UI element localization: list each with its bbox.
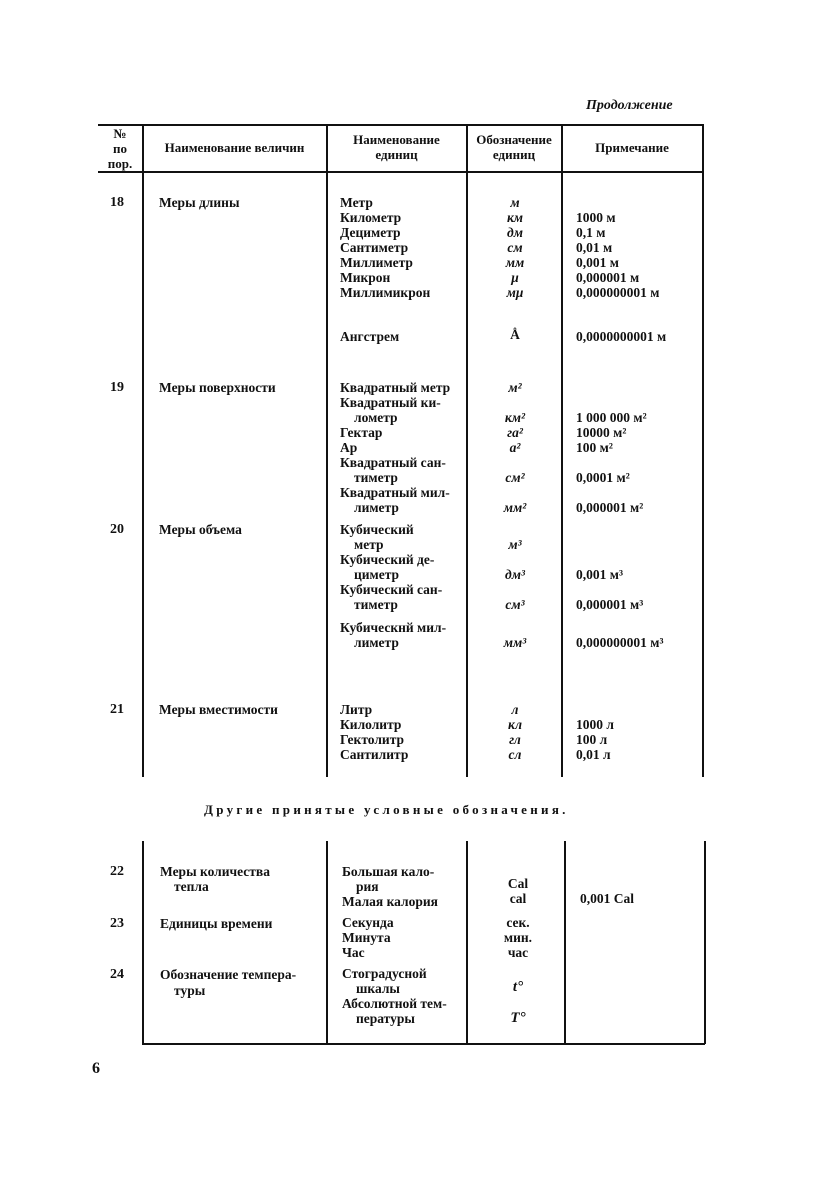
symbol: см²	[505, 470, 525, 485]
symbol: сл	[508, 747, 522, 762]
symbol-empty	[467, 485, 563, 500]
note-empty	[576, 537, 643, 552]
unit: Квадратный метр	[340, 380, 451, 395]
quantity-line: туры	[174, 983, 206, 998]
row-18-symbols	[467, 195, 563, 300]
unit: тиметр	[354, 470, 398, 485]
unit: Минута	[342, 930, 391, 945]
row-22-note: 0,001 Cal	[580, 891, 634, 906]
unit: Квадратный сан-	[340, 455, 446, 470]
note-angstrem: 0,0000000001 м	[576, 329, 667, 344]
unit-decimetr: Дециметр	[340, 225, 401, 240]
header-unit-name-line-2: единиц	[375, 147, 418, 162]
symbol: мм²	[503, 500, 527, 515]
symbol: час	[507, 945, 529, 960]
unit: Кубический	[340, 522, 414, 537]
unit: Килолитр	[340, 717, 402, 732]
note: 100 м²	[576, 440, 613, 455]
col-sep-1	[142, 124, 144, 777]
row-20-symbols	[467, 522, 563, 612]
header-num-line-3: пор.	[107, 156, 133, 171]
note: 0,01 л	[576, 747, 611, 762]
unit: Литр	[340, 702, 373, 717]
row-23-symbols	[470, 915, 566, 960]
table-top-border	[98, 124, 704, 126]
header-separator	[98, 171, 704, 173]
row-23-quantity: Единицы времени	[160, 916, 273, 931]
note	[576, 195, 659, 210]
symbol: cal	[509, 891, 527, 906]
unit: метр	[354, 537, 384, 552]
symbol: Cal	[507, 876, 529, 891]
note-empty	[576, 395, 647, 410]
symbol-empty	[467, 522, 563, 537]
unit: рия	[356, 879, 379, 894]
note: 0,001 м³	[576, 567, 623, 582]
col-sep-2	[326, 124, 328, 777]
unit: тиметр	[354, 597, 398, 612]
row-20-extra-note: 0,000000001 м³	[576, 635, 664, 650]
row-21-units	[340, 702, 408, 762]
unit: Малая калория	[342, 894, 438, 909]
symbol: км²	[504, 410, 526, 425]
note-empty	[576, 582, 643, 597]
col-sep-2-lower	[326, 841, 328, 1044]
row-21-notes	[576, 702, 614, 762]
row-21-quantity: Меры вместимости	[159, 702, 278, 717]
row-18-units	[340, 195, 430, 300]
note-empty	[576, 485, 647, 500]
symbol-empty	[467, 552, 563, 567]
unit: шкалы	[356, 981, 400, 996]
note: 0,000000001 м	[576, 285, 660, 300]
header-unit-name-line-1: Наименование	[353, 132, 440, 147]
symbol-empty	[467, 455, 563, 470]
row-24-quantity	[160, 967, 296, 999]
row-21-num: 21	[110, 702, 124, 717]
note: 1000 м	[576, 210, 616, 225]
row-24-units	[342, 966, 447, 1026]
quantity-line: тепла	[174, 879, 209, 894]
row-20-extra-unit	[340, 620, 446, 650]
header-unit-symbol	[467, 132, 561, 162]
header-num-line-1: №	[113, 126, 127, 141]
unit-metr: Метр	[340, 195, 373, 210]
symbol: а²	[509, 440, 521, 455]
col-sep-1-lower	[142, 841, 144, 1044]
symbol: мин.	[503, 930, 533, 945]
row-19-notes	[576, 380, 647, 515]
unit: Кубическнй мил-	[340, 620, 447, 635]
row-19-num: 19	[110, 380, 124, 395]
note: 0,001 м	[576, 255, 619, 270]
unit: лиметр	[354, 635, 399, 650]
row-24-symbol-T: T°	[510, 1010, 526, 1026]
unit: Час	[342, 945, 365, 960]
symbol: л	[511, 702, 519, 717]
row-20-notes	[576, 522, 643, 612]
header-unit-name	[327, 132, 466, 162]
row-18-notes	[576, 195, 659, 300]
symbol: кл	[507, 717, 523, 732]
unit: лиметр	[354, 500, 399, 515]
note: 0,000001 м	[576, 270, 640, 285]
symbol: дм³	[505, 567, 525, 582]
unit-kilometr: Километр	[340, 210, 402, 225]
unit: Сантилитр	[340, 747, 409, 762]
row-18-num: 18	[110, 195, 124, 210]
unit: Кубический сан-	[340, 582, 443, 597]
symbol: мμ	[506, 285, 524, 300]
row-20-extra-symbol: мм³	[503, 635, 527, 650]
note-empty	[576, 552, 643, 567]
quantity-line: Меры количества	[160, 864, 270, 879]
note: 0,0001 м²	[576, 470, 630, 485]
row-22-symbols	[470, 876, 566, 906]
unit: Большая кало-	[342, 864, 435, 879]
unit: циметр	[354, 567, 400, 582]
unit: Квадратный мил-	[340, 485, 450, 500]
row-23-units	[342, 915, 394, 960]
note: 1 000 000 м²	[576, 410, 647, 425]
unit-millimetr: Миллиметр	[340, 255, 413, 270]
note-empty	[576, 702, 614, 717]
symbol: м³	[508, 537, 522, 552]
symbol-empty	[467, 395, 563, 410]
symbol: см	[507, 240, 523, 255]
col-sep-right	[702, 124, 704, 777]
symbol: дм	[507, 225, 523, 240]
header-num	[98, 126, 142, 171]
note-empty	[576, 455, 647, 470]
note: 0,000001 м²	[576, 500, 644, 515]
row-24-symbol-t: t°	[512, 979, 524, 995]
symbol: м²	[508, 380, 522, 395]
symbol-empty	[467, 582, 563, 597]
row-20-quantity: Меры объема	[159, 522, 242, 537]
unit-mikron: Микрон	[340, 270, 391, 285]
header-num-line-2: по	[113, 141, 127, 156]
unit: лометр	[354, 410, 398, 425]
row-22-units	[342, 864, 438, 909]
row-19-units	[340, 380, 450, 515]
unit: Гектолитр	[340, 732, 405, 747]
row-22-num: 22	[110, 864, 124, 879]
header-note: Примечание	[595, 140, 669, 155]
row-21-symbols	[467, 702, 563, 762]
row-19-symbols	[467, 380, 563, 515]
unit: Абсолютной тем-	[342, 996, 447, 1011]
table-bottom-border	[142, 1043, 705, 1045]
unit-santimetr: Сантиметр	[340, 240, 409, 255]
note: 0,01 м	[576, 240, 613, 255]
row-20-num: 20	[110, 522, 124, 537]
unit: Квадратный ки-	[340, 395, 441, 410]
note: 10000 м²	[576, 425, 627, 440]
header-unit-symbol-line-2: единиц	[492, 147, 536, 162]
page-number: 6	[92, 1060, 100, 1077]
continuation-label: Продолжение	[586, 98, 673, 113]
row-18-quantity: Меры длины	[159, 195, 240, 210]
note: 1000 л	[576, 717, 614, 732]
row-22-quantity	[160, 864, 270, 894]
note: 100 л	[576, 732, 608, 747]
unit: Стоградусной	[342, 966, 427, 981]
unit-angstrem: Ангстрем	[340, 329, 400, 344]
header-unit-symbol-line-1: Обозначение	[476, 132, 552, 147]
unit: пературы	[356, 1011, 415, 1026]
col-sep-3-lower	[466, 841, 468, 1044]
unit: Ар	[340, 440, 358, 455]
symbol: км	[506, 210, 524, 225]
symbol: га²	[507, 425, 523, 440]
symbol: сек.	[506, 915, 530, 930]
note: 0,1 м	[576, 225, 606, 240]
symbol: гл	[509, 732, 521, 747]
symbol: μ	[511, 270, 519, 285]
note-empty	[576, 380, 647, 395]
col-sep-right-lower	[704, 841, 706, 1044]
unit: Гектар	[340, 425, 383, 440]
unit: Кубический де-	[340, 552, 435, 567]
section-title: Другие принятые условные обозначения.	[204, 802, 569, 817]
quantity-line: Обозначение темпера-	[160, 967, 297, 982]
symbol: см³	[505, 597, 525, 612]
note-empty	[576, 522, 643, 537]
note: 0,000001 м³	[576, 597, 644, 612]
header-quantity: Наименование величин	[164, 140, 305, 155]
row-19-quantity: Меры поверхности	[159, 380, 276, 395]
row-24-num: 24	[110, 967, 124, 982]
unit-millimikron: Миллимикрон	[340, 285, 431, 300]
symbol: мм	[505, 255, 525, 270]
symbol-angstrem: Å	[510, 327, 520, 342]
symbol: м	[510, 195, 520, 210]
row-23-num: 23	[110, 916, 124, 931]
row-20-units	[340, 522, 442, 612]
unit: Секунда	[342, 915, 394, 930]
